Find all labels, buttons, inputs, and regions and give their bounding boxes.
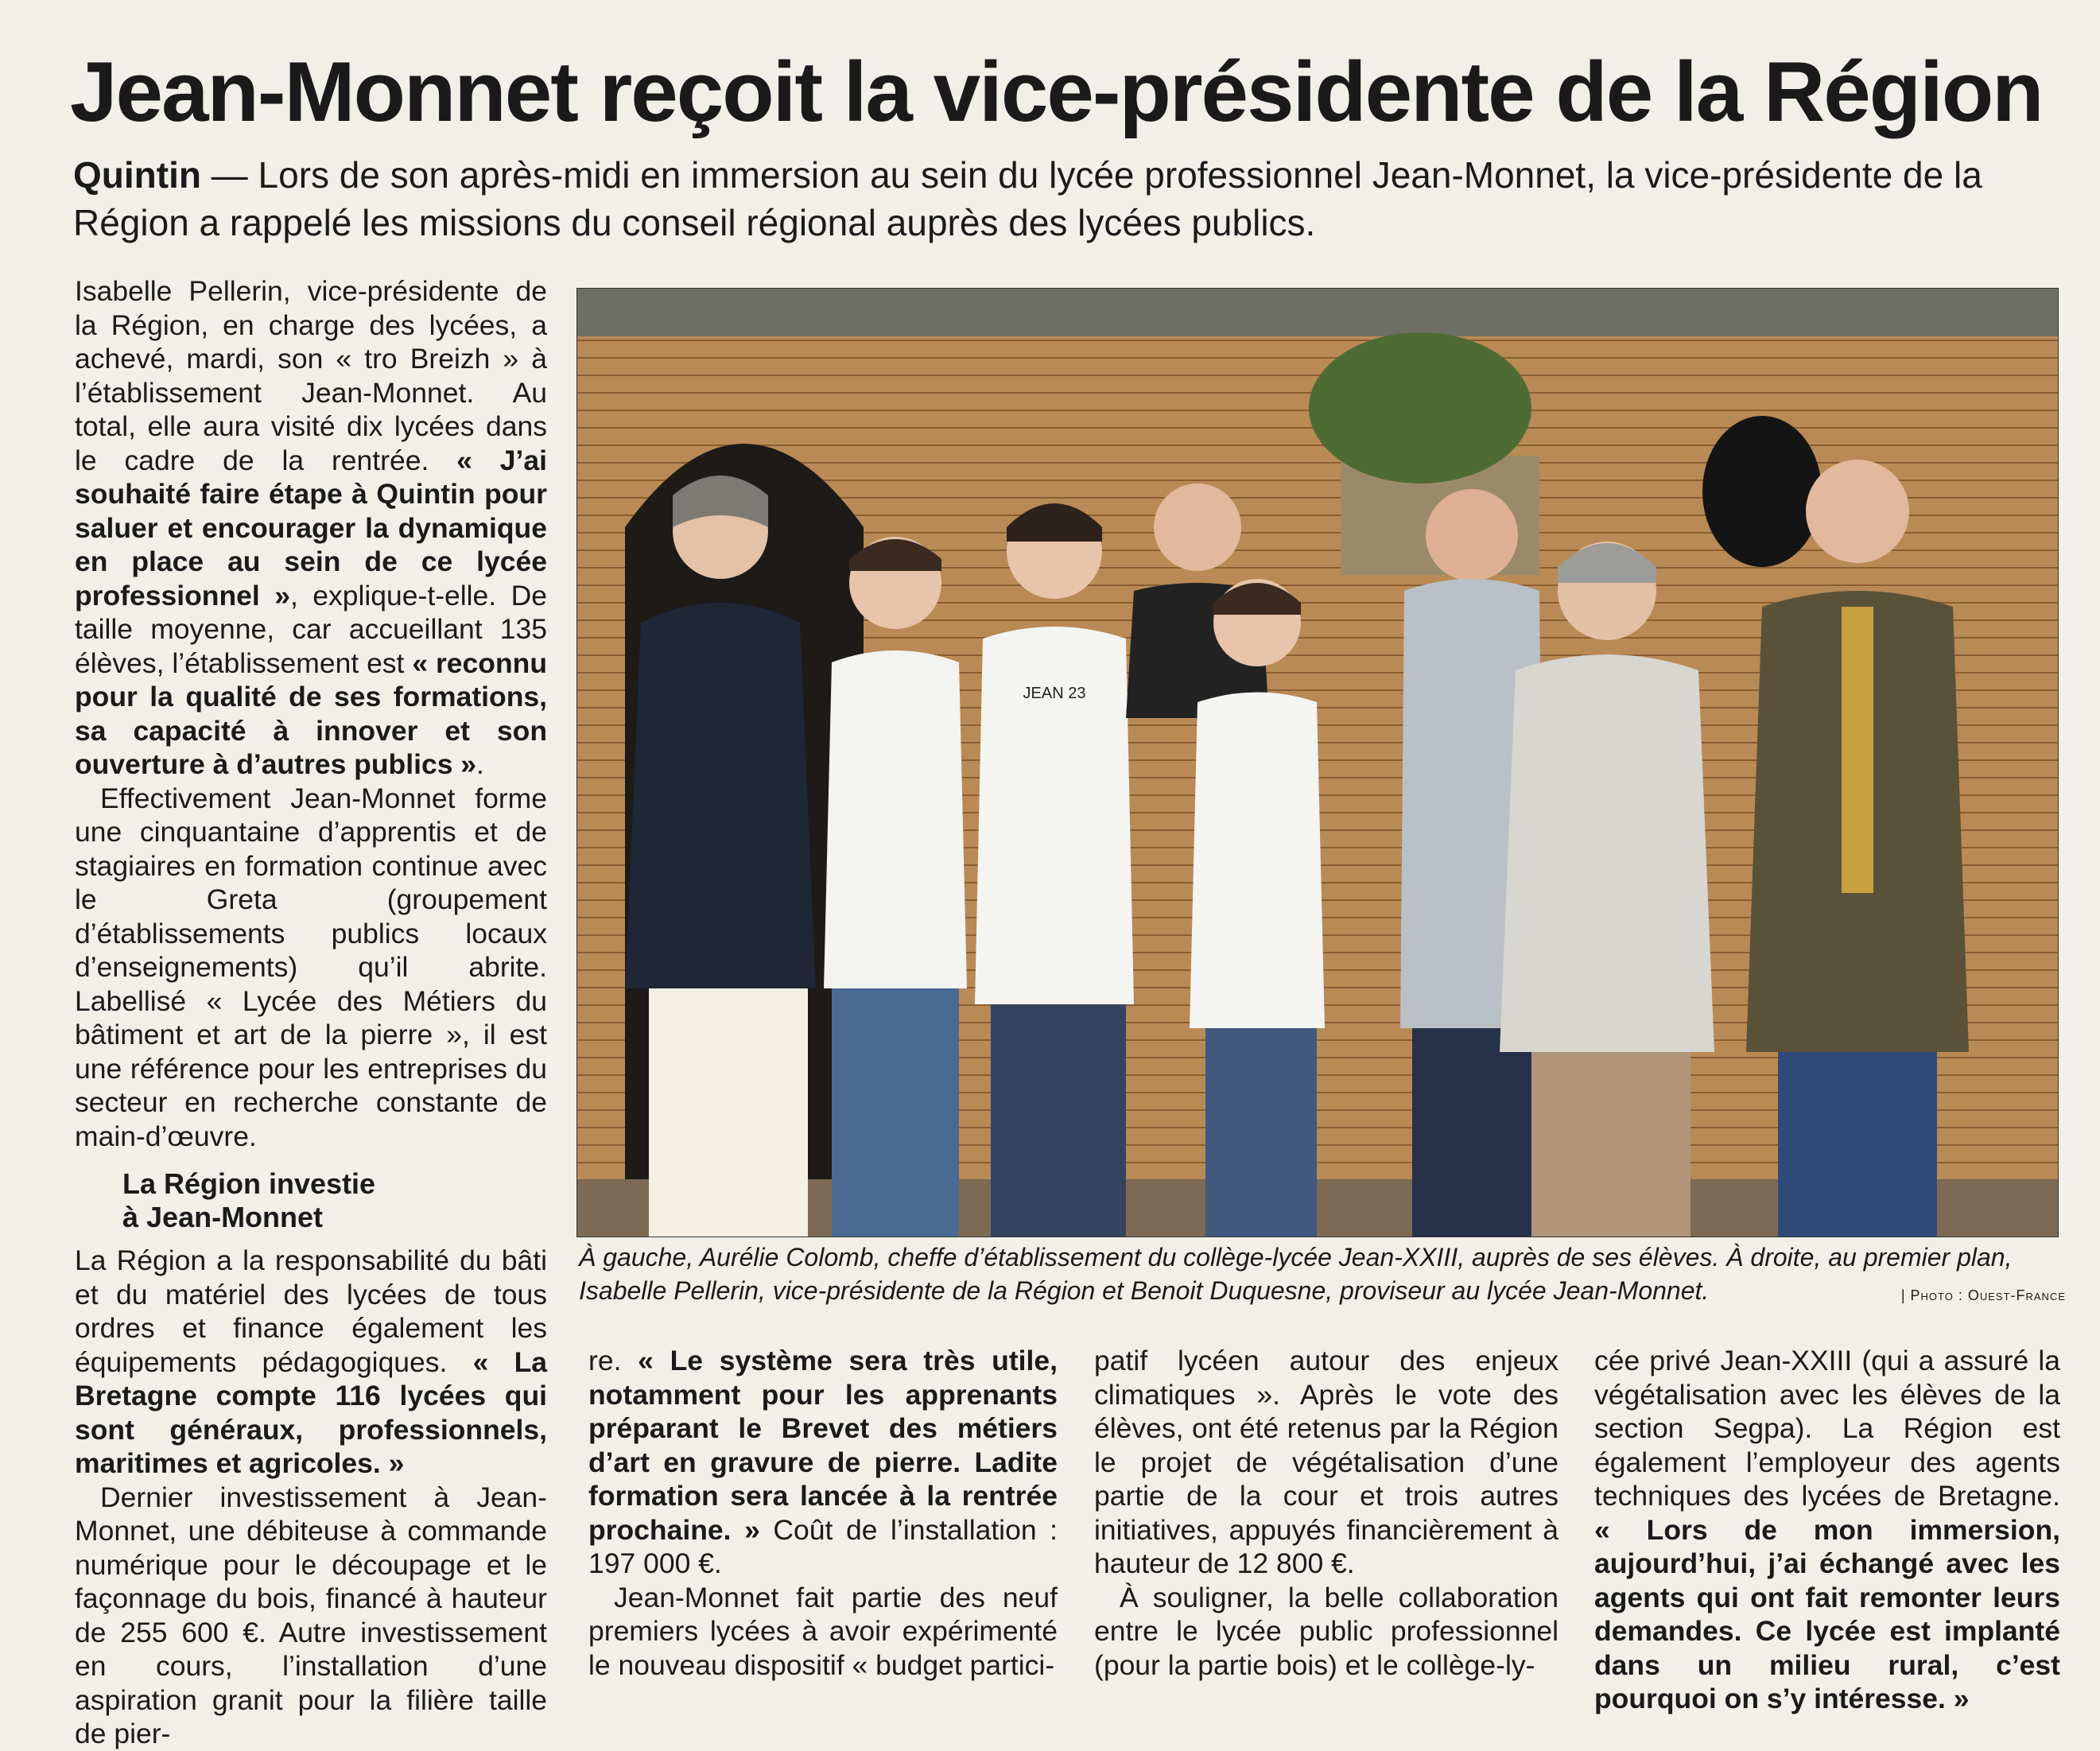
text-run: . — [476, 748, 484, 780]
quote: « J’ai souhaité faire étape à Quintin pour saluer et encourager la dynamique en place au sein de ce lycée professionnel » — [75, 444, 547, 611]
headline: Jean-Monnet reçoit la vice-présidente de la Région — [70, 44, 2043, 139]
paragraph — [75, 1244, 547, 1481]
article-column-2 — [588, 1344, 1058, 1682]
text-run: , explique-t-elle. De taille moyenne, car accueillant 135 élèves, l’établissement est — [75, 579, 547, 679]
text-run: re. — [588, 1345, 639, 1376]
photo-caption — [579, 1240, 2058, 1307]
text-run: Coût de l’installation : 197 000 €. — [588, 1513, 1058, 1579]
text-run: La Région a la responsabilité du bâti et du matériel des lycées de tous ordres et finance également les équipements pédagogiques. — [75, 1244, 547, 1378]
article-column-1 — [75, 274, 547, 1751]
text-run: cée privé Jean-XXIII (qui a assuré la végétalisation avec les élèves de la section Segpa). La Région est également l’employeur des agents techniques des lycées de Bretagne. — [1594, 1345, 2060, 1512]
subheading — [122, 1167, 547, 1234]
paragraph: Jean-Monnet fait partie des neuf premiers lycées à avoir expérimenté le nouveau dispositif « budget partici- — [588, 1581, 1058, 1681]
quote: « reconnu pour la qualité de ses formations, sa capacité à innover et son ouverture à d’autres publics » — [75, 646, 548, 780]
paragraph — [75, 274, 547, 782]
quote: « Le système sera très utile, notamment pour les apprenants préparant le Brevet des métiers d’art en gravure de pierre. Ladite formation sera lancée à la rentrée prochaine. » — [588, 1345, 1058, 1546]
text-run: Isabelle Pellerin, vice-présidente de la Région, en charge des lycées, a achevé, mardi, son « tro Breizh » à l’établissement Jean-Monnet. Au total, elle aura visité dix lycées dans le cadre de la rentrée. — [75, 275, 547, 476]
paragraph: À souligner, la belle collaboration entre le lycée public professionnel (pour la partie bois) et le collège-ly- — [1094, 1581, 1559, 1681]
paragraph: patif lycéen autour des enjeux climatiques ». Après le vote des élèves, ont été retenus par la Région le projet de végétalisation d’une partie de la cour et trois autres initiatives, appuyés financièrement à hauteur de 12 800 €. — [1094, 1345, 1559, 1579]
quote: « La Bretagne compte 116 lycées qui sont généraux, professionnels, maritimes et agricoles. » — [75, 1345, 547, 1479]
standfirst — [73, 151, 1997, 247]
photo-credit: | Photo : Ouest-France — [1900, 1287, 2066, 1303]
tshirt-print: JEAN 23 — [1023, 685, 1086, 702]
standfirst-text: Lors de son après-midi en immersion au sein du lycée professionnel Jean-Monnet, la vice-présidente de la Région a rappelé les missions du conseil régional auprès des lycées publics. — [73, 154, 1982, 243]
round-window — [1702, 416, 1822, 567]
caption-text: À gauche, Aurélie Colomb, cheffe d’établissement du collège-lycée Jean-XXIII, auprès de ses élèves. À droite, au premier plan, Isabelle Pellerin, vice-présidente de la Région et Benoit Duquesne, proviseur au lycée Jean-Monnet. — [579, 1243, 2013, 1305]
group-photo — [577, 289, 2058, 1237]
paragraph — [588, 1344, 1058, 1581]
paragraph — [1594, 1344, 2060, 1716]
subheading-line: La Région investie — [122, 1167, 376, 1200]
paragraph: Effectivement Jean-Monnet forme une cinquantaine d’apprentis et de stagiaires en formation continue avec le Greta (groupement d’établissements publics locaux d’enseignements) qu’il abrite. Labellisé « Lycée des Métiers du bâtiment et art de la pierre », il est une référence pour les entreprises du secteur en recherche constante de main-d’œuvre. — [75, 782, 547, 1152]
plant — [1309, 332, 1531, 483]
dateline-dash: — — [200, 154, 258, 196]
subheading-line: à Jean-Monnet — [122, 1201, 324, 1233]
paragraph: Dernier investissement à Jean-Monnet, une débiteuse à commande numérique pour le découpage et le façonnage du bois, financé à hauteur de 255 600 €. Autre investissement en cours, l’installation d’une aspiration granit pour la filière taille de pier- — [75, 1481, 547, 1749]
dateline-place: Quintin — [73, 154, 201, 196]
article-column-4 — [1594, 1344, 2060, 1716]
quote: « Lors de mon immersion, aujourd’hui, j’ai échangé avec les agents qui ont fait remonter leurs demandes. Ce lycée est implanté dans un milieu rural, c’est pourquoi on s’y intéresse. » — [1594, 1513, 2060, 1714]
article-photo — [576, 288, 2059, 1237]
article-column-3 — [1094, 1344, 1559, 1682]
